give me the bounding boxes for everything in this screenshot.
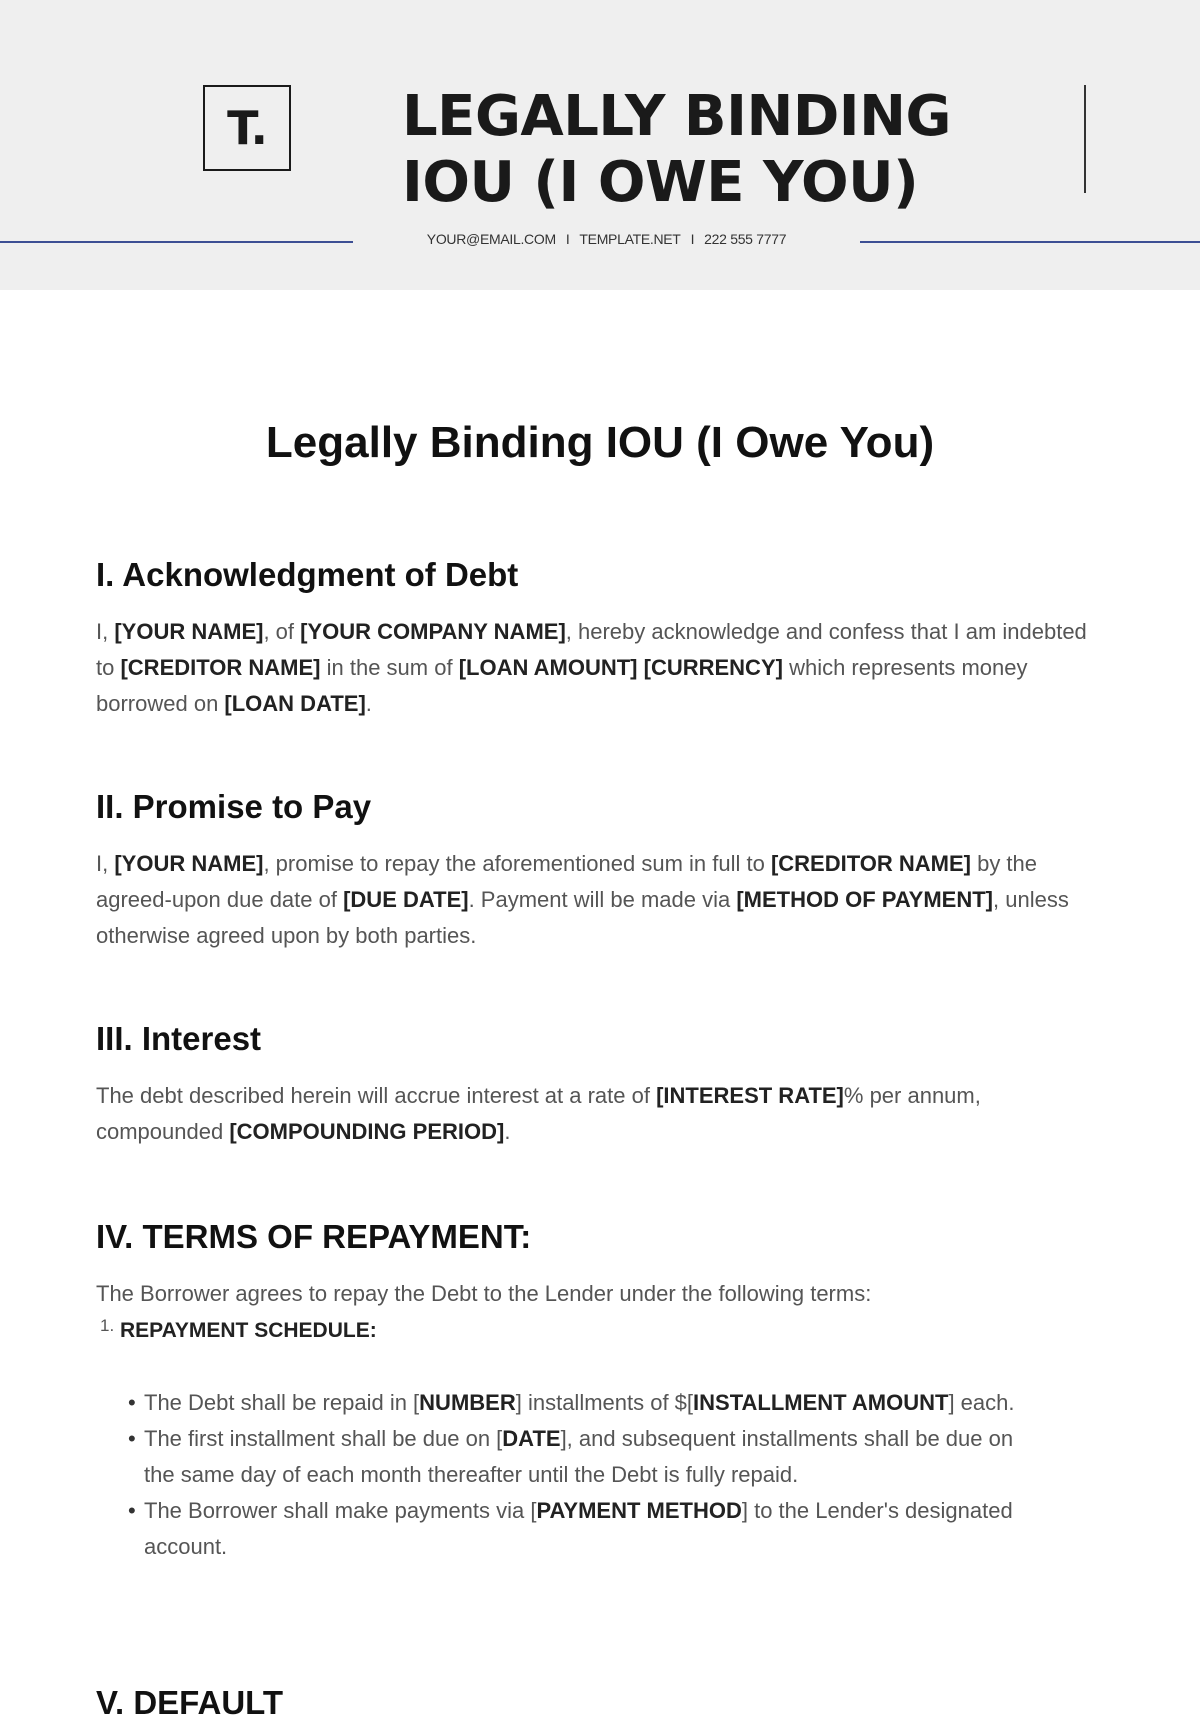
section-terms-of-repayment	[96, 1218, 1096, 1565]
bullet-dot-icon: •	[128, 1390, 136, 1415]
section-promise-to-pay	[96, 788, 1096, 954]
logo-text: T.	[227, 101, 267, 155]
list-item	[96, 1312, 1096, 1349]
logo	[203, 85, 291, 171]
document-header	[0, 0, 1200, 290]
section-heading: II. Promise to Pay	[96, 788, 372, 825]
section-heading: III. Interest	[96, 1020, 262, 1057]
section-heading: IV. TERMS OF REPAYMENT:	[96, 1218, 532, 1255]
contact-line	[353, 231, 860, 247]
header-title	[402, 84, 1022, 216]
bullet-dot-icon: •	[128, 1426, 136, 1451]
section-heading: I. Acknowledgment of Debt	[96, 556, 519, 593]
header-title-line-1: LEGALLY BINDING	[402, 84, 951, 149]
contact-website: TEMPLATE.NET	[579, 231, 681, 247]
section-acknowledgment	[96, 556, 1096, 722]
contact-separator: I	[565, 231, 570, 247]
bullet-item: • The first installment shall be due on [DATE], and subsequent installments shall be due on the same day of each month thereafter until the Debt is fully repaid.	[144, 1421, 1026, 1493]
contact-phone: 222 555 7777	[704, 231, 787, 247]
section-paragraph: I, [YOUR NAME], of [YOUR COMPANY NAME], hereby acknowledge and confess that I am indebted to [CREDITOR NAME] in the sum of [LOAN AMOUNT] [CURRENCY] which represents money borrowed on [LOAN DATE].	[96, 619, 1087, 716]
bullet-list	[96, 1385, 1026, 1565]
bullet-dot-icon: •	[128, 1498, 136, 1523]
bullet-item: • The Borrower shall make payments via [PAYMENT METHOD] to the Lender's designated account.	[144, 1493, 1026, 1565]
header-rule-right	[860, 241, 1200, 243]
contact-separator: I	[690, 231, 695, 247]
section-paragraph: I, [YOUR NAME], promise to repay the aforementioned sum in full to [CREDITOR NAME] by the agreed-upon due date of [DUE DATE]. Payment will be made via [METHOD OF PAYMENT], unless otherwise agreed upon by both parties.	[96, 851, 1069, 948]
header-divider	[1084, 85, 1086, 193]
section-heading-default-partial: V. DEFAULT	[96, 1684, 284, 1721]
list-label: REPAYMENT SCHEDULE:	[120, 1319, 377, 1342]
list-number: 1.	[100, 1316, 115, 1335]
section-paragraph: The debt described herein will accrue interest at a rate of [INTEREST RATE]% per annum, compounded [COMPOUNDING PERIOD].	[96, 1083, 981, 1144]
header-title-line-2: IOU (I OWE YOU)	[402, 150, 919, 215]
header-rule-left	[0, 241, 353, 243]
contact-email: YOUR@EMAIL.COM	[426, 231, 556, 247]
bullet-item: • The Debt shall be repaid in [NUMBER] installments of $[INSTALLMENT AMOUNT] each.	[144, 1385, 1026, 1421]
document-title: Legally Binding IOU (I Owe You)	[265, 418, 935, 467]
section-intro: The Borrower agrees to repay the Debt to the Lender under the following terms:	[96, 1281, 872, 1306]
section-interest	[96, 1020, 1096, 1150]
